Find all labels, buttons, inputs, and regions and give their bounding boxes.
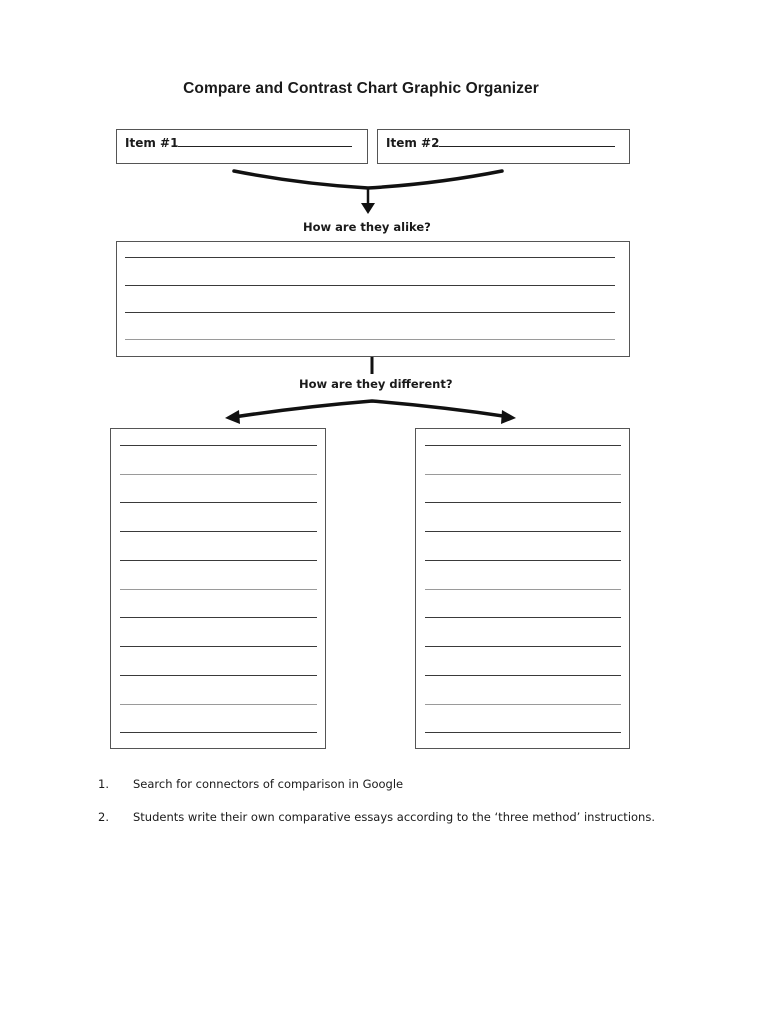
difference-line	[120, 474, 317, 475]
instruction-item	[98, 777, 718, 810]
difference-line	[425, 560, 621, 561]
difference-line	[120, 732, 317, 733]
item-1-box[interactable]	[116, 129, 368, 164]
down-arrowhead	[361, 203, 375, 214]
difference-line	[425, 474, 621, 475]
instruction-text: Search for connectors of comparison in Google	[133, 777, 404, 791]
alike-line	[125, 285, 615, 286]
right-arrowhead	[501, 410, 516, 424]
instruction-item	[98, 810, 718, 843]
difference-line	[425, 675, 621, 676]
instruction-number: 2.	[98, 810, 109, 824]
difference-line	[120, 589, 317, 590]
difference-line	[425, 589, 621, 590]
difference-line	[120, 502, 317, 503]
difference-box-left[interactable]	[110, 428, 326, 749]
instruction-list	[98, 777, 718, 843]
split-bracket	[234, 401, 510, 417]
difference-line	[425, 445, 621, 446]
difference-line	[120, 675, 317, 676]
difference-line	[120, 704, 317, 705]
difference-line	[120, 617, 317, 618]
difference-line	[425, 502, 621, 503]
item-2-box[interactable]	[377, 129, 630, 164]
difference-line	[425, 531, 621, 532]
alike-line	[125, 312, 615, 313]
page-title: Compare and Contrast Chart Graphic Organizer	[183, 80, 539, 97]
item-2-label: Item #2	[386, 136, 440, 150]
alike-label: How are they alike?	[303, 220, 431, 234]
difference-line	[120, 531, 317, 532]
instruction-number: 1.	[98, 777, 109, 791]
difference-line	[120, 646, 317, 647]
merge-bracket	[234, 171, 502, 188]
difference-line	[425, 732, 621, 733]
left-arrowhead	[225, 410, 240, 424]
difference-line	[120, 445, 317, 446]
difference-line	[425, 646, 621, 647]
difference-box-right[interactable]	[415, 428, 630, 749]
difference-line	[120, 560, 317, 561]
difference-line	[425, 704, 621, 705]
alike-line	[125, 339, 615, 340]
alike-box[interactable]	[116, 241, 630, 357]
difference-line	[425, 617, 621, 618]
item-2-blank-line	[439, 135, 615, 147]
item-1-label: Item #1	[125, 136, 179, 150]
instruction-text: Students write their own comparative essays according to the ‘three method’ instructions.	[133, 810, 655, 824]
different-label: How are they different?	[299, 377, 453, 391]
item-1-blank-line	[178, 135, 352, 147]
alike-line	[125, 257, 615, 258]
